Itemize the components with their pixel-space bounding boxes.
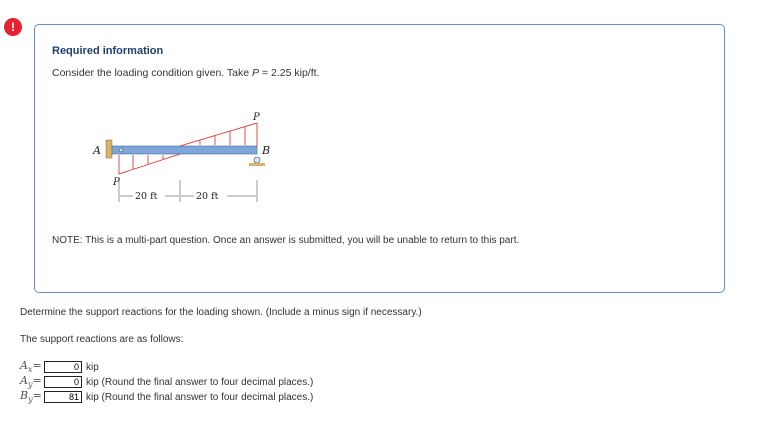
label-b: B bbox=[262, 144, 271, 157]
wall-support bbox=[106, 140, 112, 158]
beam bbox=[112, 146, 257, 154]
ay-input[interactable] bbox=[44, 376, 82, 388]
label-p-bottom: P bbox=[113, 177, 120, 188]
pin-a bbox=[119, 148, 123, 152]
ax-input[interactable] bbox=[44, 361, 82, 373]
dim-right-label: 20 ft bbox=[196, 191, 219, 202]
intro-suffix: = 2.25 kip/ft. bbox=[259, 67, 320, 79]
note-text: NOTE: This is a multi-part question. Once an answer is submitted, you will be unable to return to this part. bbox=[52, 235, 520, 246]
answer-label: $A_x=$ bbox=[20, 359, 42, 375]
load-line-top bbox=[180, 123, 257, 146]
beam-diagram bbox=[85, 110, 285, 210]
intro-variable: P bbox=[252, 67, 260, 79]
answer-label: $A_y=$ bbox=[20, 374, 42, 390]
question-text: Determine the support reactions for the loading shown. (Include a minus sign if necessary.) bbox=[20, 307, 422, 318]
label-a: A bbox=[93, 144, 101, 157]
answer-unit: kip bbox=[86, 361, 99, 373]
answer-row-ay bbox=[20, 375, 313, 389]
by-input[interactable] bbox=[44, 391, 82, 403]
label-p-top: P bbox=[253, 112, 260, 123]
alert-icon: ! bbox=[4, 18, 22, 36]
answer-unit: kip (Round the final answer to four decimal places.) bbox=[86, 376, 314, 388]
roller-b bbox=[254, 157, 260, 163]
subtext: The support reactions are as follows: bbox=[20, 334, 184, 345]
card-title: Required information bbox=[52, 45, 164, 57]
answer-row-ax bbox=[20, 360, 99, 374]
dim-left-label: 20 ft bbox=[135, 191, 158, 202]
card-intro bbox=[52, 67, 319, 79]
intro-prefix: Consider the loading condition given. Take bbox=[52, 67, 253, 79]
ground-b bbox=[249, 163, 265, 166]
answer-label: $B_y=$ bbox=[20, 389, 42, 405]
required-info-card bbox=[34, 24, 725, 293]
answer-unit: kip (Round the final answer to four decimal places.) bbox=[86, 391, 314, 403]
load-line-bottom bbox=[119, 154, 180, 174]
answer-row-by bbox=[20, 390, 313, 404]
